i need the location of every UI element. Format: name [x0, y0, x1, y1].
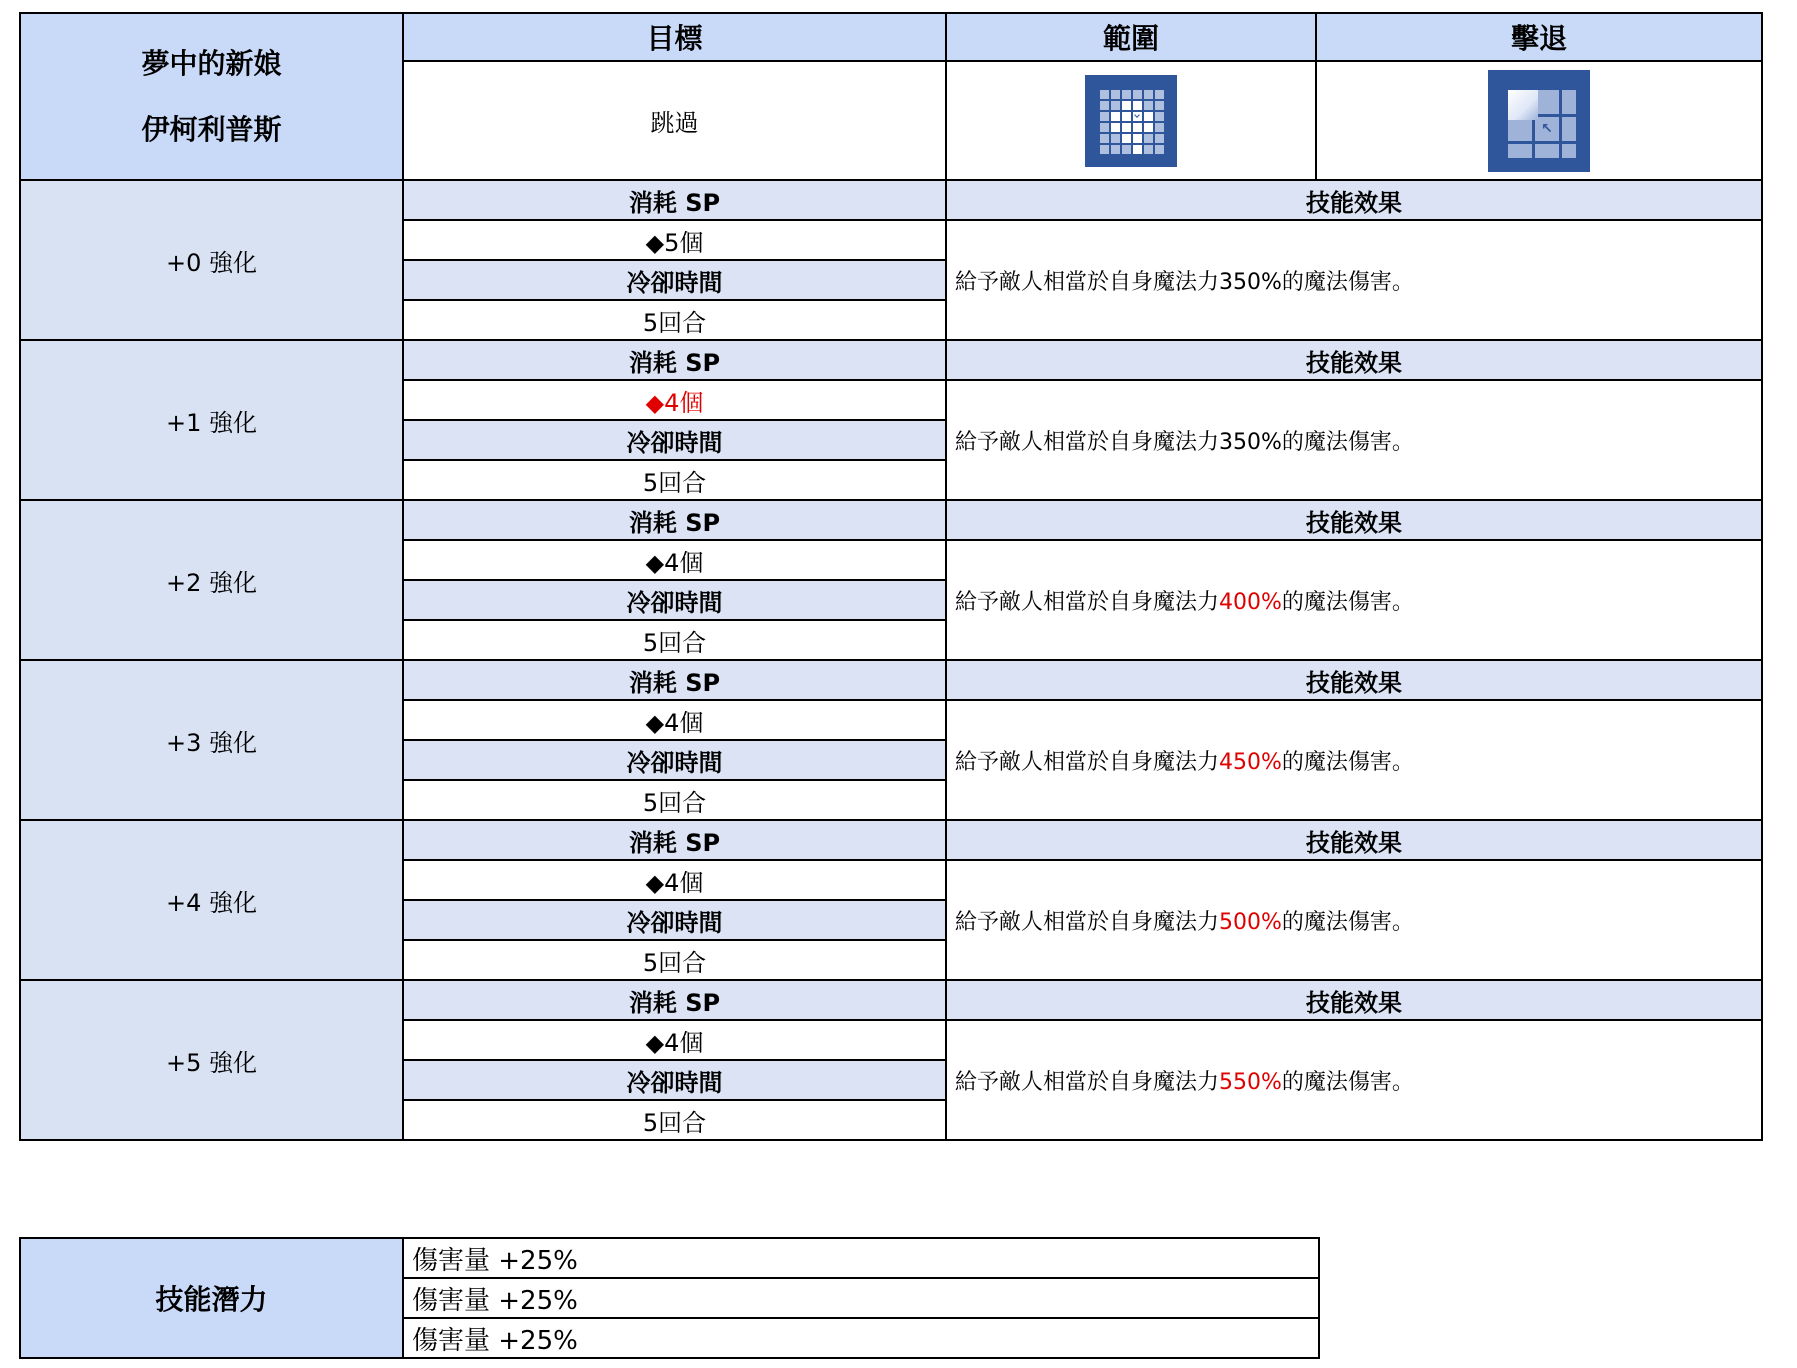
cooldown-value: 5回合	[403, 940, 946, 980]
level-row	[20, 500, 1762, 540]
sp-cost-header: 消耗 SP	[403, 180, 946, 220]
level-label: +1 強化	[20, 340, 403, 500]
effect-header: 技能效果	[946, 820, 1762, 860]
skill-table	[19, 12, 1763, 1141]
level-label: +4 強化	[20, 820, 403, 980]
cooldown-header: 冷卻時間	[403, 900, 946, 940]
level-row	[20, 180, 1762, 220]
cooldown-header: 冷卻時間	[403, 580, 946, 620]
skill-name-line-1: 夢中的新娘	[141, 46, 282, 80]
level-label: +3 強化	[20, 660, 403, 820]
level-row	[20, 980, 1762, 1020]
level-row	[20, 340, 1762, 380]
sp-cost-value: ◆4個	[403, 860, 946, 900]
cooldown-value: 5回合	[403, 780, 946, 820]
target-value: 跳過	[403, 61, 946, 180]
knockback-cell	[1316, 61, 1762, 180]
sp-cost-value: ◆5個	[403, 220, 946, 260]
level-row	[20, 660, 1762, 700]
effect-header: 技能效果	[946, 340, 1762, 380]
effect-text: 給予敵人相當於自身魔法力500%的魔法傷害。	[946, 860, 1762, 980]
knockback-arrow-icon: ↖	[1488, 70, 1590, 172]
effect-header: 技能效果	[946, 980, 1762, 1020]
sp-cost-value: ◆4個	[403, 540, 946, 580]
level-label: +0 強化	[20, 180, 403, 340]
cooldown-value: 5回合	[403, 460, 946, 500]
skill-name-line-2: 伊柯利普斯	[141, 112, 282, 146]
sp-cost-header: 消耗 SP	[403, 340, 946, 380]
cooldown-header: 冷卻時間	[403, 1060, 946, 1100]
effect-text: 給予敵人相當於自身魔法力400%的魔法傷害。	[946, 540, 1762, 660]
effect-text: 給予敵人相當於自身魔法力350%的魔法傷害。	[946, 380, 1762, 500]
potential-value: 傷害量 +25%	[403, 1318, 1319, 1358]
effect-text: 給予敵人相當於自身魔法力550%的魔法傷害。	[946, 1020, 1762, 1140]
skill-name	[20, 13, 403, 180]
potential-value: 傷害量 +25%	[403, 1238, 1319, 1278]
level-label: +2 強化	[20, 500, 403, 660]
effect-text: 給予敵人相當於自身魔法力450%的魔法傷害。	[946, 700, 1762, 820]
potential-table	[19, 1237, 1320, 1359]
target-header: 目標	[403, 13, 946, 61]
range-cell	[946, 61, 1316, 180]
cooldown-header: 冷卻時間	[403, 420, 946, 460]
effect-header: 技能效果	[946, 660, 1762, 700]
sp-cost-header: 消耗 SP	[403, 500, 946, 540]
sp-cost-value: ◆4個	[403, 380, 946, 420]
effect-header: 技能效果	[946, 500, 1762, 540]
sp-cost-value: ◆4個	[403, 700, 946, 740]
potential-label: 技能潛力	[20, 1238, 403, 1358]
sp-cost-header: 消耗 SP	[403, 660, 946, 700]
sp-cost-header: 消耗 SP	[403, 820, 946, 860]
knockback-header: 擊退	[1316, 13, 1762, 61]
effect-header: 技能效果	[946, 180, 1762, 220]
level-label: +5 強化	[20, 980, 403, 1140]
cooldown-value: 5回合	[403, 620, 946, 660]
level-row	[20, 820, 1762, 860]
effect-text: 給予敵人相當於自身魔法力350%的魔法傷害。	[946, 220, 1762, 340]
cooldown-header: 冷卻時間	[403, 740, 946, 780]
cooldown-value: 5回合	[403, 1100, 946, 1140]
sp-cost-header: 消耗 SP	[403, 980, 946, 1020]
potential-value: 傷害量 +25%	[403, 1278, 1319, 1318]
range-grid-icon	[1085, 75, 1177, 167]
sp-cost-value: ◆4個	[403, 1020, 946, 1060]
range-header: 範圍	[946, 13, 1316, 61]
cooldown-value: 5回合	[403, 300, 946, 340]
cooldown-header: 冷卻時間	[403, 260, 946, 300]
